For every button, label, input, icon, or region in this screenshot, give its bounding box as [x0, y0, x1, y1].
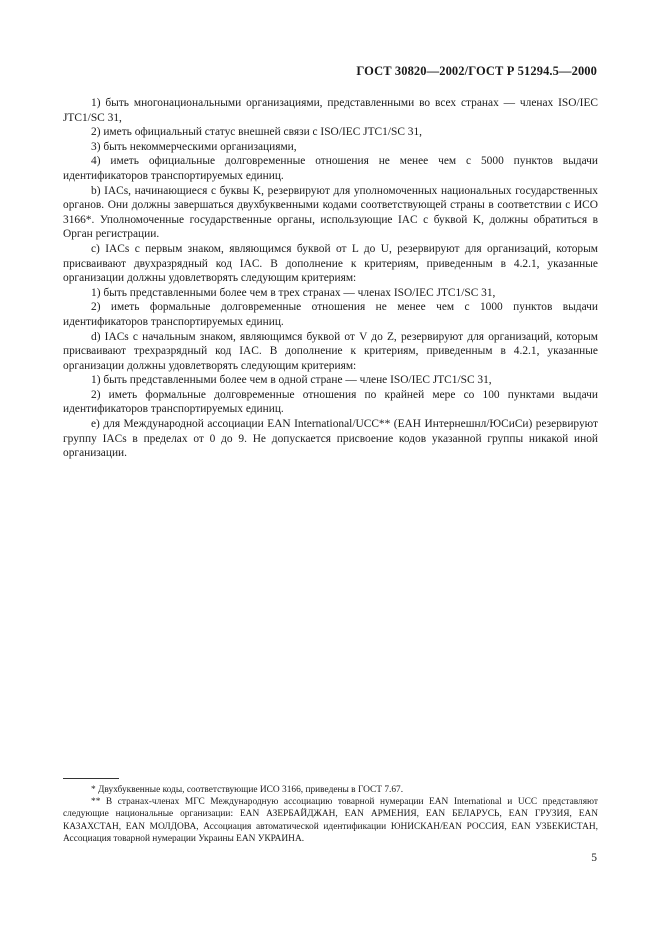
paragraph: 1) быть многонациональными организациями, представленными во всех странах — членах ISO/IEC JTC1/SC 31, — [63, 97, 598, 124]
paragraph: c) IACs с первым знаком, являющимся буквой от L до U, резервируют для организаций, которым присваивают двухразрядный код IAC. В дополнение к критериям, приведенным в 4.2.1, указанные организации должны удовлетворять следующим критериям: — [63, 242, 598, 285]
document-body — [63, 96, 598, 461]
paragraph: 1) быть представленными более чем в трех странах — членах ISO/IEC JTC1/SC 31, — [91, 286, 496, 299]
paragraph: b) IACs, начинающиеся с буквы K, резервируют для уполномоченных национальных государственных органов. Они должны завершаться двухбуквенными кодами соответствующей страны в соответствии с ИСО 3166*. Уполномоченные государственные органы, использующие IAC с буквой K, должны обратиться в Орган регистрации. — [63, 184, 598, 241]
document-header: ГОСТ 30820—2002/ГОСТ Р 51294.5—2000 — [356, 64, 597, 78]
paragraph: e) для Международной ассоциации EAN International/UCC** (ЕАН Интернешнл/ЮСиСи) резервируют группу IACs в пределах от 0 до 9. Не допускается присвоение кодов указанной группы никакой иной организации. — [63, 418, 598, 460]
footnote: * Двухбуквенные коды, соответствующие ИСО 3166, приведены в ГОСТ 7.67. — [91, 785, 404, 795]
footnotes — [63, 784, 598, 845]
paragraph: 1) быть представленными более чем в одной стране — члене ISO/IEC JTC1/SC 31, — [91, 374, 492, 387]
paragraph: d) IACs с начальным знаком, являющимся буквой от V до Z, резервируют для организаций, которым присваивают трехразрядный код IAC. В дополнение к критериям, приведенным в 4.2.1, указанные организации должны удовлетворять следующим критериям: — [63, 330, 598, 372]
paragraph: 2) иметь формальные долговременные отношения по крайней мере со 100 пунктами выдачи идентификаторов транспортируемых единиц. — [63, 388, 598, 416]
footnote: ** В странах-членах МГС Международную ассоциацию товарной нумерации EAN International и UCC представляют следующие национальные организации: EAN АЗЕРБАЙДЖАН, EAN АРМЕНИЯ, EAN БЕЛАРУСЬ, EAN ГРУЗИЯ, EAN КАЗАХСТАН, EAN МОЛДОВА, Ассоциация автоматической идентификации ЮНИСКАН/EAN РОССИЯ, EAN УЗБЕКИСТАН, Ассоциация товарной нумерации Украины EAN УКРАИНА. — [63, 797, 598, 844]
footnote-divider — [63, 778, 119, 779]
paragraph: 2) иметь официальный статус внешней связи с ISO/IEC JTC1/SC 31, — [91, 126, 423, 139]
paragraph: 2) иметь формальные долговременные отношения не менее чем с 1000 пунктов выдачи идентификаторов транспортируемых единиц. — [63, 301, 598, 328]
paragraph: 3) быть некоммерческими организациями, — [91, 140, 297, 153]
page-number: 5 — [591, 852, 597, 864]
paragraph: 4) иметь официальные долговременные отношения не менее чем с 5000 пунктов выдачи идентификаторов транспортируемых единиц. — [63, 155, 598, 182]
